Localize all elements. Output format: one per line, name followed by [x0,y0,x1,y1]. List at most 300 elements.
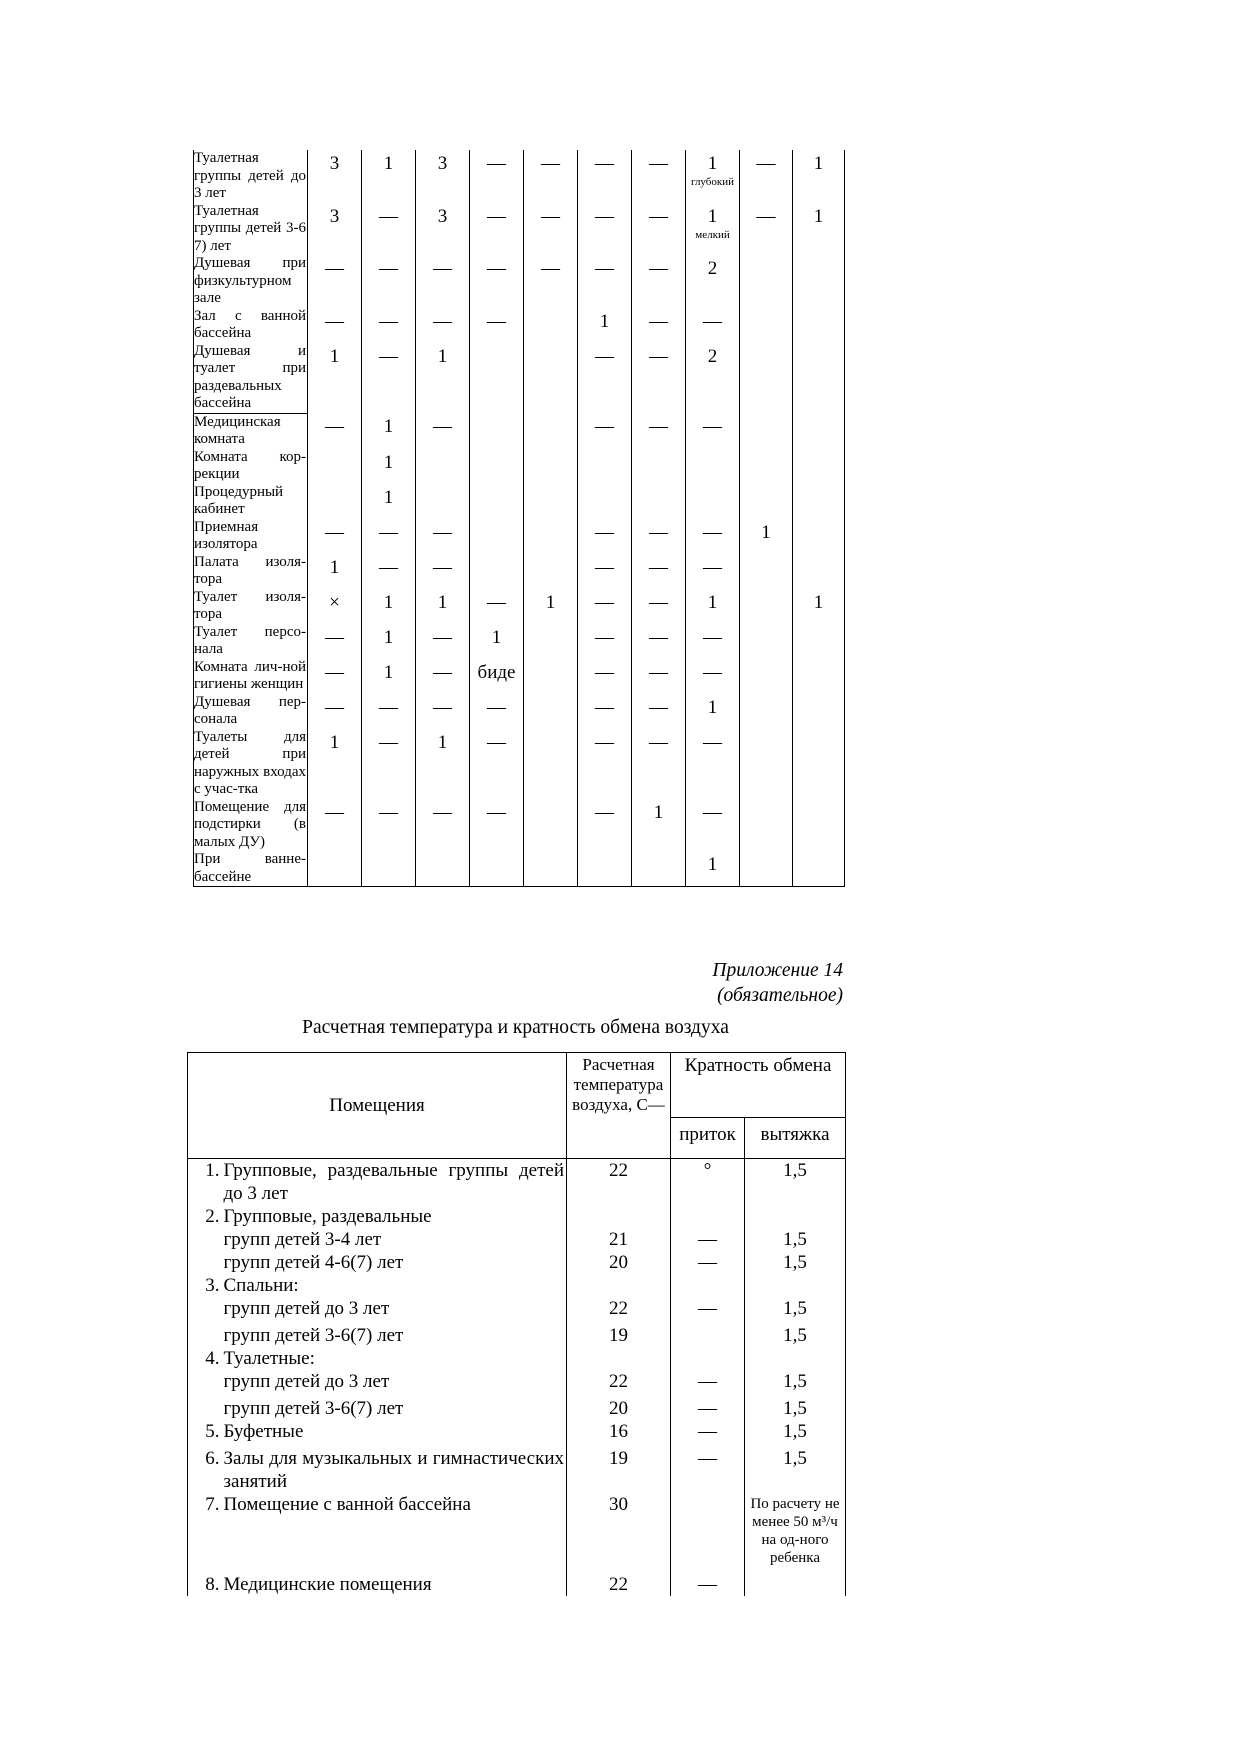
fixtures-row [194,659,845,694]
fixture-value: — [703,661,722,683]
fixture-count [740,659,793,694]
header-temperature: Расчетная температура воздуха, С— [567,1053,671,1159]
room-name: групп детей до 3 лет [224,1370,567,1393]
fixture-count [524,729,578,799]
fixture-count [793,554,845,589]
fixture-count [740,255,793,308]
fixture-value: 1 [707,854,718,875]
fixture-count [632,150,686,203]
room-name: Групповые, раздевальные [224,1205,567,1228]
fixture-count [470,150,524,203]
header-inflow: приток [671,1118,745,1159]
exhaust-value: По расчету не менее 50 м³/ч на од-ного ребенка [745,1493,846,1573]
header-rooms: Помещения [188,1053,567,1159]
fixture-value: — [379,345,398,367]
fixture-value: — [379,556,398,578]
fixture-value: — [595,696,614,718]
row-number [188,1320,224,1347]
fixture-count [740,694,793,729]
fixture-count [632,589,686,624]
fixture-count [308,308,362,343]
fixture-value: — [649,310,668,332]
fixture-count [578,851,632,887]
room-name: Туалет изоля-тора [194,588,306,622]
fixture-value: 1 [707,153,718,174]
fixtures-row [194,255,845,308]
fixture-value: 1 [383,486,394,508]
room-name: групп детей 3-6(7) лет [224,1393,567,1420]
temperature-value: 21 [567,1228,671,1251]
room-name: Зал с ванной бассейна [194,307,306,341]
fixture-value: 1 [813,205,824,227]
appendix-heading [712,958,843,1008]
fixture-count [740,150,793,203]
fixture-value: — [649,556,668,578]
fixture-count [740,851,793,887]
fixture-count [416,624,470,659]
fixture-count [470,554,524,589]
fixtures-row [194,624,845,659]
fixture-count [740,413,793,449]
fixture-value: — [433,416,452,437]
temperature-value [567,1205,671,1228]
fixtures-row [194,203,845,256]
fixture-count [632,255,686,308]
inflow-value: — [671,1251,745,1274]
fixture-value: — [379,731,398,753]
exhaust-value: 1,5 [745,1420,846,1443]
fixture-count [524,308,578,343]
row-number: 1. [188,1159,224,1206]
fixtures-row [194,343,845,414]
inflow-value: — [671,1393,745,1420]
fixture-value: — [325,416,344,437]
fixture-value: — [649,661,668,683]
row-number: 8. [188,1573,224,1596]
fixture-value: — [379,258,398,279]
fixture-count [470,624,524,659]
fixture-count [524,484,578,519]
fixture-value: — [703,521,722,543]
fixture-count [524,449,578,484]
fixture-value: — [487,696,506,718]
fixture-count [416,449,470,484]
exhaust-value [745,1573,846,1596]
fixture-count [686,449,740,484]
fixture-value: — [433,696,452,718]
fixture-value: — [433,556,452,578]
fixture-value: — [756,205,776,227]
fixture-value: — [649,696,668,718]
room-name: Комната кор-рекции [194,448,306,482]
fixture-count [470,308,524,343]
exhaust-value: 1,5 [745,1393,846,1420]
fixture-count [740,343,793,414]
fixture-count [524,851,578,887]
fixtures-row [194,519,845,554]
fixtures-row [194,413,845,449]
fixture-count [793,255,845,308]
fixture-count [362,554,416,589]
fixture-count [793,519,845,554]
fixture-count [578,694,632,729]
fixture-count [578,624,632,659]
room-name: Медицинские помещения [224,1573,567,1596]
fixture-value: 1 [383,626,394,648]
exhaust-value: 1,5 [745,1320,846,1347]
fixture-value: — [433,626,452,648]
fixture-value: — [649,205,668,227]
fixture-value: 1 [437,345,448,367]
row-number [188,1370,224,1393]
fixture-value: — [433,258,452,279]
fixture-value: 3 [329,153,340,174]
fixture-count [686,484,740,519]
fixture-value: — [595,591,614,613]
row-number: 6. [188,1443,224,1493]
fixture-count [632,308,686,343]
fixture-count [308,150,362,203]
fixture-count [740,308,793,343]
appendix-status: (обязательное) [717,985,843,1006]
exhaust-value: 1,5 [745,1297,846,1320]
fixture-value: 1 [383,661,394,683]
fixture-count [578,255,632,308]
fixture-count [793,799,845,852]
temperature-value: 16 [567,1420,671,1443]
fixture-value: 1 [491,626,502,648]
fixture-count [578,729,632,799]
fixture-value: — [703,626,722,648]
fixture-count [362,308,416,343]
fixture-value: — [649,345,668,367]
room-name: Душевая при физкультурном зале [194,255,306,306]
fixture-count [308,413,362,449]
fixture-count [686,729,740,799]
temperature-value [567,1274,671,1297]
inflow-value: — [671,1297,745,1320]
fixture-count [362,449,416,484]
fixture-count [740,799,793,852]
row-number: 2. [188,1205,224,1228]
fixture-count [524,659,578,694]
fixtures-row [194,449,845,484]
temperature-value: 19 [567,1320,671,1347]
fixture-value: 1 [707,696,718,718]
fixture-count [524,554,578,589]
fixture-count [308,554,362,589]
temperature-value: 22 [567,1159,671,1206]
row-number: 5. [188,1420,224,1443]
fixture-value: — [595,556,614,578]
fixture-value: — [595,345,614,367]
temperature-row [188,1493,846,1573]
fixture-count [308,589,362,624]
fixture-value: — [649,591,668,613]
fixture-value: — [703,731,722,753]
fixture-count [362,484,416,519]
fixtures-row [194,694,845,729]
appendix-number: Приложение 14 [712,960,843,981]
fixture-count [416,659,470,694]
fixture-count [578,343,632,414]
fixture-count [578,308,632,343]
temperature-row [188,1159,846,1206]
temperature-row [188,1251,846,1274]
fixture-count [740,484,793,519]
fixture-count [632,659,686,694]
fixture-value: 3 [329,205,340,227]
temperature-value: 22 [567,1573,671,1596]
fixture-count [524,694,578,729]
room-name: Залы для музыкальных и гимнастических занятий [224,1443,567,1493]
fixtures-row [194,308,845,343]
fixture-value: — [649,521,668,543]
room-name: Палата изоля-тора [194,553,306,587]
fixture-value: — [487,731,506,753]
fixture-count [308,255,362,308]
room-name: групп детей 4-6(7) лет [224,1251,567,1274]
fixture-value: 1 [383,153,394,174]
fixture-count [416,589,470,624]
row-number [188,1228,224,1251]
fixture-count [578,519,632,554]
exhaust-value [745,1274,846,1297]
fixture-count [524,343,578,414]
fixture-count [470,203,524,256]
row-number [188,1251,224,1274]
exhaust-value [745,1205,846,1228]
fixture-count [416,694,470,729]
room-name: Помещение для подстирки (в малых ДУ) [194,798,306,850]
inflow-value [671,1320,745,1347]
fixtures-table [193,150,845,887]
fixture-count [632,554,686,589]
fixture-value: — [379,801,398,823]
fixture-value: 2 [707,258,718,279]
fixture-count [308,519,362,554]
fixture-count [686,519,740,554]
fixture-count [416,308,470,343]
room-name: Приемная изолятора [194,519,308,554]
fixture-count [632,484,686,519]
fixture-count [524,255,578,308]
fixture-count [470,799,524,852]
fixture-value: биде [477,661,516,683]
fixture-count [632,729,686,799]
fixture-value: 3 [437,153,448,174]
fixture-count [793,851,845,887]
fixtures-row [194,589,845,624]
room-name: Спальни: [224,1274,567,1297]
temperature-value: 19 [567,1443,671,1493]
temperature-value: 20 [567,1251,671,1274]
fixture-count [416,484,470,519]
fixture-count [578,554,632,589]
fixture-count [578,589,632,624]
temperature-value: 22 [567,1370,671,1393]
fixture-value: 1 [383,451,394,473]
fixture-count [416,343,470,414]
fixture-count [362,694,416,729]
fixture-count [470,589,524,624]
fixture-value: × [329,591,340,613]
temperature-row [188,1274,846,1297]
fixture-value: — [703,556,722,578]
fixture-count [308,203,362,256]
fixture-count [470,484,524,519]
fixture-count [470,449,524,484]
room-name: Групповые, раздевальные группы детей до 3 лет [224,1159,567,1206]
fixture-count [470,255,524,308]
fixture-count [524,150,578,203]
fixture-count [470,694,524,729]
fixture-count [686,413,740,449]
room-name: групп детей до 3 лет [224,1297,567,1320]
fixture-count [416,554,470,589]
fixture-value: 1 [813,153,824,174]
fixture-count [632,799,686,852]
temperature-table-body [188,1159,846,1597]
fixture-value: — [379,521,398,543]
fixture-value: — [595,626,614,648]
fixture-value: — [595,661,614,683]
fixture-count [793,624,845,659]
fixture-count [686,255,740,308]
room-name: Душевая пер-сонала [194,693,306,727]
exhaust-value: 1,5 [745,1159,846,1206]
fixture-value: 1 [383,416,394,437]
exhaust-value: 1,5 [745,1370,846,1393]
fixture-count [470,851,524,887]
fixture-value: — [325,310,344,332]
fixture-count [793,203,845,256]
header-exhaust: вытяжка [745,1118,846,1159]
fixture-value: 1 [707,591,718,613]
fixture-count [308,484,362,519]
fixture-note: мелкий [695,228,730,241]
fixture-count [578,413,632,449]
fixture-count [793,484,845,519]
fixture-count [578,449,632,484]
fixture-count [524,589,578,624]
fixture-value: — [541,258,560,279]
temperature-row [188,1228,846,1251]
room-name: Помещение с ванной бассейна [224,1493,567,1573]
inflow-value [671,1274,745,1297]
fixture-value: 1 [329,731,340,753]
fixture-count [632,413,686,449]
room-name: При ванне-бассейне [194,851,306,885]
fixture-value: — [325,521,344,543]
fixture-value: — [756,153,776,174]
fixture-note: глубокий [690,176,734,188]
fixture-value: — [487,591,506,613]
fixture-count [362,799,416,852]
fixture-value: 2 [707,345,718,367]
fixture-count [470,343,524,414]
fixture-count [308,659,362,694]
fixture-count [308,449,362,484]
fixture-count [524,519,578,554]
temperature-value [567,1347,671,1370]
temperature-table [187,1052,846,1596]
fixture-value: — [433,661,452,683]
fixture-count [524,799,578,852]
fixture-count [686,203,740,256]
inflow-value [671,1347,745,1370]
room-name: Туалетная группы детей 3-6 7) лет [194,202,306,254]
fixture-count [686,659,740,694]
temperature-row [188,1320,846,1347]
fixture-value: — [379,696,398,718]
fixture-count [740,624,793,659]
fixture-count [740,589,793,624]
temperature-row [188,1370,846,1393]
fixture-value: — [541,205,560,227]
inflow-value: — [671,1420,745,1443]
fixture-count [308,851,362,887]
fixture-count [308,799,362,852]
fixtures-row [194,484,845,519]
temperature-row [188,1347,846,1370]
fixture-count [686,799,740,852]
room-name: Туалеты для детей при наружных входах с учас-тка [194,728,306,797]
inflow-value [671,1493,745,1573]
fixture-value: 1 [383,591,394,613]
fixture-count [362,413,416,449]
room-name: Туалетные: [224,1347,567,1370]
inflow-value: — [671,1370,745,1393]
fixture-count [632,343,686,414]
fixture-count [686,694,740,729]
fixture-count [632,203,686,256]
fixture-count [362,150,416,203]
room-name: Буфетные [224,1420,567,1443]
fixture-value: 1 [329,345,340,367]
fixture-value: — [487,153,506,174]
fixture-value: — [379,205,398,227]
fixture-value: — [649,153,668,174]
header-exchange-rate: Кратность обмена [671,1053,846,1118]
fixture-count [632,449,686,484]
exhaust-value: 1,5 [745,1443,846,1493]
fixture-value: 1 [653,801,664,823]
room-name: Процедурный кабинет [194,484,308,519]
fixture-value: — [595,153,614,174]
fixture-value: — [595,205,614,227]
fixture-value: — [703,801,722,823]
fixture-count [686,851,740,887]
fixture-count [416,150,470,203]
fixture-count [470,413,524,449]
table-title: Расчетная температура и кратность обмена воздуха [302,1017,729,1038]
fixture-count [524,203,578,256]
fixture-count [308,343,362,414]
fixture-count [578,799,632,852]
fixture-count [416,203,470,256]
fixture-count [686,589,740,624]
fixture-value: — [433,801,452,823]
fixture-value: — [325,258,344,279]
fixture-value: — [595,258,614,279]
temperature-value: 22 [567,1297,671,1320]
fixture-value: 1 [437,591,448,613]
room-name: Комната лич-ной гигиены женщин [194,658,306,692]
fixtures-table-body [194,150,845,887]
fixture-count [416,799,470,852]
temperature-row [188,1393,846,1420]
